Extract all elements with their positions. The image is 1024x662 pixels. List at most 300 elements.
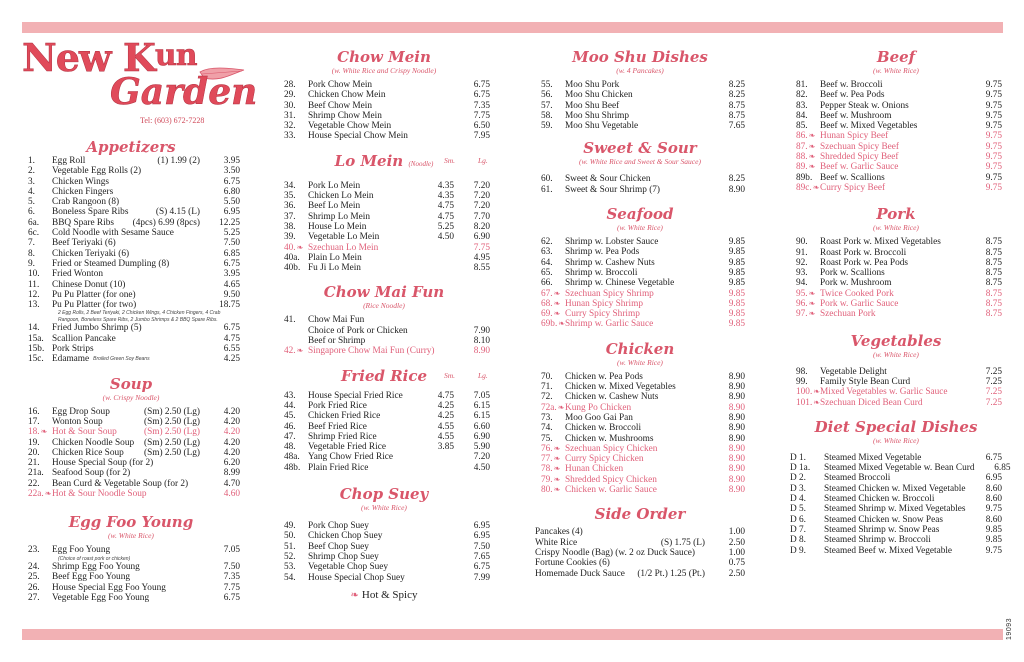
item-name: Egg Roll — [52, 156, 86, 166]
item-price: 7.35 — [223, 572, 240, 583]
item-name: Pancakes (4) — [535, 527, 583, 538]
item-name: Shrimp w. Lobster Sauce — [565, 237, 659, 248]
item-name: Seafood Soup (for 2) — [52, 468, 131, 479]
menu-item — [535, 423, 745, 433]
item-price: 4.25 — [223, 354, 240, 365]
section-title: Vegetables — [850, 331, 942, 350]
section-seafood — [535, 205, 745, 330]
item-number: 30. — [284, 100, 296, 111]
item-name: Pork Lo Mein — [308, 180, 361, 191]
menu-item — [22, 207, 240, 217]
section-title: Seafood — [606, 205, 674, 224]
item-number: 35. — [284, 191, 296, 202]
item-price: 8.90 — [728, 412, 745, 423]
item-small-price: 4.35 — [437, 180, 454, 191]
item-price: 8.99 — [223, 468, 240, 479]
item-name: Chicken w. Mixed Vegetables — [565, 382, 676, 393]
item-size-options: (Sm) 2.50 (Lg) — [143, 447, 200, 458]
item-number: 90. — [796, 237, 808, 248]
item-number: 48. — [284, 442, 296, 453]
item-name: Kung Po Chicken — [565, 402, 632, 413]
item-name: Steamed Shrimp w. Broccoli — [824, 535, 931, 546]
menu-item — [278, 111, 490, 121]
item-price: 4.60 — [223, 489, 240, 500]
item-size-options: (1) 1.99 (2) — [157, 156, 200, 166]
item-number: 51. — [284, 541, 296, 552]
item-price: 7.35 — [473, 100, 490, 111]
item-name: Plain Lo Mein — [308, 252, 362, 263]
menu-item — [22, 417, 240, 427]
item-size-options: (S) 4.15 (L) — [155, 207, 200, 218]
item-name: Sweet & Sour Shrimp (7) — [565, 184, 661, 195]
menu-item — [278, 552, 490, 562]
menu-item — [790, 309, 1002, 319]
menu-item — [22, 166, 240, 176]
section-title: Egg Foo Young — [68, 513, 194, 532]
hot-spicy-legend — [278, 589, 490, 601]
menu-item — [22, 300, 240, 310]
menu-item — [278, 181, 490, 191]
item-number: 36. — [284, 201, 296, 212]
item-number: 57. — [541, 100, 553, 111]
menu-item — [790, 162, 1002, 172]
menu-item — [790, 80, 1002, 90]
item-name: Steamed Shrimp w. Snow Peas — [824, 524, 940, 535]
menu-item — [22, 228, 240, 238]
menu-item — [278, 80, 490, 90]
item-small-price — [424, 452, 454, 462]
legend-label: Hot & Spicy — [361, 588, 418, 601]
item-number: 78. ❧ — [535, 464, 565, 474]
item-number: 50. — [284, 531, 296, 542]
item-price: 8.90 — [728, 402, 745, 413]
item-number: 29. — [284, 90, 296, 101]
section-moo-shu — [535, 48, 745, 131]
menu-item — [22, 334, 240, 344]
item-number: 21. — [28, 458, 40, 469]
menu-item — [790, 515, 1002, 525]
item-price: 9.75 — [985, 182, 1002, 193]
item-price: 9.85 — [728, 247, 745, 258]
item-small-price: 4.55 — [437, 431, 454, 442]
menu-item — [790, 278, 1002, 288]
item-price: 9.85 — [728, 257, 745, 268]
item-name: Crispy Noodle (Bag) (w. 2 oz Duck Sauce) — [535, 547, 695, 558]
menu-item — [535, 101, 745, 111]
menu-item — [22, 238, 240, 248]
item-price: 9.75 — [985, 545, 1002, 556]
item-number: 37. — [284, 211, 296, 222]
item-number: 100. ❧ — [790, 387, 820, 397]
section-diet-special — [790, 417, 1011, 556]
section-subtitle: (w. White Rice) — [873, 349, 919, 359]
item-number: 33. — [284, 131, 296, 142]
item-name: Singapore Chow Mai Fun (Curry) — [308, 346, 435, 357]
item-number: 75. — [541, 433, 553, 444]
item-number: 39. — [284, 232, 296, 243]
menu-item — [535, 237, 745, 247]
item-small-price: 4.75 — [437, 390, 454, 401]
item-price — [454, 315, 490, 325]
item-name: Beef w. Scallions — [820, 172, 885, 183]
item-price: 7.05 — [473, 390, 490, 401]
item-name: Family Style Bean Curd — [820, 376, 911, 387]
item-price: 7.50 — [223, 562, 240, 573]
item-name: Shrimp Chop Suey — [308, 551, 379, 562]
item-number: 85. — [796, 121, 808, 132]
item-name: Chicken w. Broccoli — [565, 423, 642, 434]
section-title: Chow Mein — [337, 48, 431, 66]
menu-item — [535, 382, 745, 392]
menu-item — [790, 377, 1002, 387]
item-number: 70. — [541, 371, 553, 382]
item-price: 9.75 — [985, 121, 1002, 132]
item-price: 3.95 — [223, 156, 240, 166]
item-name: Egg Foo Young — [52, 545, 111, 556]
menu-item — [790, 494, 1002, 504]
menu-item — [535, 558, 745, 568]
item-name: House Special Chop Suey — [308, 572, 405, 583]
item-name: Scallion Pancake — [52, 333, 116, 344]
item-price: 3.50 — [223, 166, 240, 177]
item-small-price — [424, 243, 454, 253]
item-name: Beef w. Garlic Sauce — [820, 162, 899, 173]
item-price: 9.75 — [985, 100, 1002, 111]
item-price: 9.50 — [223, 289, 240, 300]
item-number: 62. — [541, 237, 553, 248]
item-name: Shrimp w. Chinese Vegetable — [565, 278, 675, 289]
item-price: 6.90 — [473, 431, 490, 442]
item-number: 76. ❧ — [535, 444, 565, 454]
item-price: 4.20 — [223, 447, 240, 458]
item-price: 8.90 — [728, 392, 745, 403]
item-number: 91. — [796, 247, 808, 258]
item-name: Beef Chow Mein — [308, 100, 373, 111]
item-number: 21a. — [28, 468, 44, 479]
menu-item — [535, 174, 745, 184]
menu-item — [535, 309, 745, 319]
item-number: 46. — [284, 421, 296, 432]
item-name: Szechuan Lo Mein — [308, 242, 379, 253]
item-name: Mixed Vegetables w. Garlic Sauce — [820, 387, 948, 398]
item-name: Fried Wonton — [52, 269, 103, 280]
item-price: 8.90 — [728, 382, 745, 393]
item-price: 4.70 — [223, 478, 240, 489]
item-price: 12.25 — [219, 217, 240, 228]
item-number: 86. ❧ — [790, 131, 820, 141]
item-price: 6.50 — [473, 121, 490, 132]
item-name: White Rice — [535, 537, 578, 548]
menu-item — [535, 289, 745, 299]
item-name: Vegetable Chow Mein — [308, 121, 392, 132]
menu-item — [790, 504, 1002, 514]
item-price: 7.20 — [473, 201, 490, 212]
item-name: Shrimp w. Pea Pods — [565, 247, 640, 258]
item-number: D 9. — [790, 545, 807, 556]
item-name: Boneless Spare Ribs — [52, 207, 129, 218]
item-name: Steamed Beef w. Mixed Vegetable — [824, 545, 953, 556]
egg-foo-young-description: (Choice of roast pork or chicken) — [58, 555, 131, 562]
item-name: Szechuan Spicy Shrimp — [565, 288, 654, 299]
item-price: 6.75 — [223, 323, 240, 334]
section-sweet-sour — [535, 139, 745, 195]
item-name: Roast Pork w. Mixed Vegetables — [820, 237, 941, 248]
item-price: 6.95 — [985, 473, 1002, 484]
item-price: 6.75 — [223, 593, 240, 603]
item-number: 64. — [541, 257, 553, 268]
item-number: 93. — [796, 268, 808, 279]
item-name: Pork w. Garlic Sauce — [820, 299, 899, 310]
item-number: 27. — [28, 593, 40, 603]
menu-item — [278, 542, 490, 552]
menu-item — [535, 434, 745, 444]
item-number: 87. ❧ — [790, 142, 820, 152]
section-chow-mai-fun — [278, 283, 490, 356]
item-price: 7.20 — [473, 180, 490, 191]
logo-name-line1-small: un — [154, 38, 197, 73]
item-price: 8.90 — [728, 423, 745, 434]
menu-item — [790, 453, 1002, 463]
menu-item — [790, 173, 1002, 183]
menu-item — [535, 185, 745, 195]
item-name: Shrimp Chow Mein — [308, 110, 382, 121]
menu-item — [278, 101, 490, 111]
item-price: 6.85 — [994, 463, 1011, 474]
menu-item — [535, 90, 745, 100]
section-title: Chicken — [605, 339, 675, 358]
item-name: Fu Ji Lo Mein — [308, 263, 361, 274]
item-name: Chicken Noodle Soup — [52, 437, 135, 448]
menu-item — [790, 183, 1002, 193]
section-subtitle: (w. 4 Pancakes) — [616, 66, 664, 75]
item-number: 32. — [284, 121, 296, 132]
item-price: 9.85 — [728, 298, 745, 309]
item-small-price — [424, 253, 454, 263]
item-number: 13. — [28, 300, 40, 311]
item-price: 9.85 — [728, 278, 745, 289]
item-price: 8.25 — [728, 80, 745, 90]
item-number: 25. — [28, 572, 40, 583]
item-name: Chicken w. Mushrooms — [565, 433, 654, 444]
item-number: 4. — [28, 186, 35, 197]
item-number: 56. — [541, 90, 553, 101]
item-price: 7.05 — [223, 545, 240, 556]
item-size-options: (1/2 Pt.) 1.25 (Pt.) — [637, 568, 705, 579]
menu-item — [22, 427, 240, 437]
menu-item — [535, 121, 745, 131]
section-subtitle: (w. White Rice and Crispy Noodle) — [331, 66, 437, 75]
item-number: 94. — [796, 278, 808, 289]
section-title: Sweet & Sour — [583, 139, 697, 158]
item-name: Chicken Chow Mein — [308, 90, 386, 101]
item-name: Pork w. Mushroom — [820, 278, 892, 289]
item-price: 8.25 — [728, 174, 745, 185]
item-name: BBQ Spare Ribs — [52, 217, 114, 228]
menu-item — [278, 263, 490, 273]
menu-item — [535, 247, 745, 257]
item-name: Moo Shu Chicken — [565, 90, 633, 101]
menu-item — [790, 463, 1011, 474]
item-price: 7.75 — [473, 110, 490, 121]
item-name: Pork Fried Rice — [308, 400, 367, 411]
item-number: 73. — [541, 412, 553, 423]
item-price: 2.50 — [728, 568, 745, 579]
menu-item — [22, 458, 240, 468]
item-number: D 7. — [790, 524, 807, 535]
item-name: Beef w. Broccoli — [820, 80, 883, 90]
menu-item — [22, 545, 240, 555]
item-size-options: (Sm) 2.50 (Lg) — [143, 416, 200, 427]
item-name: Steamed Mixed Vegetable w. Bean Curd — [824, 463, 975, 474]
item-number: 79. ❧ — [535, 475, 565, 485]
item-name: Chicken Rice Soup — [52, 447, 124, 458]
item-number: 101. ❧ — [790, 398, 820, 408]
section-title: Side Order — [594, 505, 686, 524]
item-price: 4.20 — [223, 427, 240, 438]
item-price: 8.25 — [728, 90, 745, 101]
menu-item — [790, 289, 1002, 299]
section-subtitle: (Rice Noodle) — [363, 301, 405, 311]
item-size-options: (Sm) 2.50 (Lg) — [143, 437, 200, 448]
item-price: 7.65 — [728, 121, 745, 132]
item-price: 7.50 — [473, 541, 490, 552]
item-name: Fried or Steamed Dumpling (8) — [52, 258, 170, 269]
item-number: 83. — [796, 100, 808, 111]
section-title: Lo Mein (Noodle) — [334, 151, 434, 170]
menu-item — [22, 354, 240, 364]
item-small-price: 4.75 — [437, 211, 454, 222]
item-price: 8.90 — [728, 371, 745, 382]
menu-item — [790, 367, 1002, 377]
item-price: 8.75 — [728, 110, 745, 121]
item-price: 6.75 — [223, 176, 240, 187]
item-number: 40b. — [284, 263, 301, 274]
menu-item — [535, 454, 745, 464]
item-price: 9.75 — [985, 172, 1002, 183]
item-number: 66. — [541, 278, 553, 289]
menu-item — [278, 243, 490, 253]
item-name: Pepper Steak w. Onions — [820, 100, 909, 111]
column-3 — [535, 36, 745, 579]
menu-item — [278, 191, 490, 201]
item-name: Crab Rangoon (8) — [52, 197, 120, 208]
item-small-price — [424, 263, 454, 273]
item-price: 4.65 — [223, 279, 240, 290]
menu-item — [535, 372, 745, 382]
item-price: 18.75 — [219, 300, 240, 311]
menu-item — [790, 111, 1002, 121]
menu-item — [278, 432, 490, 442]
item-name: Chinese Donut (10) — [52, 279, 126, 290]
logo-name-line2: Garden — [110, 71, 258, 113]
item-number: 11. — [28, 279, 40, 290]
item-name: Shrimp Lo Mein — [308, 211, 370, 222]
item-number: 17. — [28, 416, 40, 427]
item-name: Vegetable Chop Suey — [308, 562, 389, 573]
menu-item — [278, 573, 490, 583]
item-name: Chicken w. Garlic Sauce — [565, 485, 657, 496]
menu-item — [22, 468, 240, 478]
section-egg-foo-young — [22, 513, 240, 603]
item-small-price: 4.50 — [437, 232, 454, 243]
item-name: Steamed Chicken w. Snow Peas — [824, 514, 943, 525]
item-price: 8.75 — [985, 237, 1002, 248]
item-name: Bean Curd & Vegetable Soup (for 2) — [52, 478, 189, 489]
item-number: 63. — [541, 247, 553, 258]
menu-item — [22, 593, 240, 603]
menu-item — [278, 346, 490, 356]
item-name: Beef w. Pea Pods — [820, 90, 885, 101]
menu-item — [278, 222, 490, 232]
item-name: Chicken Wings — [52, 176, 110, 187]
item-name: Chicken Chop Suey — [308, 531, 383, 542]
item-price: 6.75 — [985, 452, 1002, 463]
item-price: 5.50 — [223, 197, 240, 208]
menu-item — [22, 562, 240, 572]
menu-item — [22, 218, 240, 228]
menu-item — [278, 411, 490, 421]
section-chicken — [535, 340, 745, 496]
item-name: Pork w. Scallions — [820, 268, 885, 279]
menu-item — [278, 253, 490, 263]
menu-item — [535, 299, 745, 309]
item-price: 8.75 — [985, 268, 1002, 279]
item-name: Hunan Spicy Shrimp — [565, 298, 643, 309]
item-number: D 8. — [790, 535, 807, 546]
menu-item — [790, 299, 1002, 309]
item-price: 8.60 — [985, 494, 1002, 505]
item-price: 9.75 — [985, 131, 1002, 142]
item-name: Chicken w. Pea Pods — [565, 371, 643, 382]
section-chop-suey — [278, 485, 490, 583]
item-number: 43. — [284, 390, 296, 401]
section-subtitle: (w. White Rice) — [873, 435, 919, 445]
item-name: House Special Egg Foo Young — [52, 582, 166, 593]
item-price: 6.20 — [223, 458, 240, 469]
item-name: Moo Shu Pork — [565, 80, 620, 90]
menu-item — [535, 444, 745, 454]
item-name: Moo Shu Vegetable — [565, 121, 639, 132]
item-number: 40a. — [284, 252, 300, 263]
item-number: 67. ❧ — [535, 289, 565, 299]
item-price: 9.85 — [728, 267, 745, 278]
item-number: 24. — [28, 562, 40, 573]
item-number: 8. — [28, 248, 35, 259]
item-number: 38. — [284, 221, 296, 232]
section-subtitle: (w. White Rice) — [108, 531, 154, 541]
item-number: 31. — [284, 110, 296, 121]
menu-item — [790, 90, 1002, 100]
item-number: 42. ❧ — [278, 346, 308, 356]
menu-item — [278, 232, 490, 242]
item-price: 6.55 — [223, 344, 240, 355]
item-price: 8.60 — [985, 514, 1002, 525]
section-title: Chop Suey — [339, 485, 429, 504]
item-price: 8.75 — [985, 299, 1002, 310]
item-name: Steamed Shrimp w. Mixed Vegetables — [824, 504, 966, 515]
menu-item — [790, 473, 1002, 483]
item-price: 8.90 — [728, 184, 745, 195]
item-price: 7.70 — [473, 211, 490, 222]
item-name: Hunan Chicken — [565, 464, 624, 475]
item-price: 6.75 — [473, 562, 490, 573]
item-size-options: (4pcs) 6.99 (8pcs) — [132, 217, 200, 228]
item-number: 26. — [28, 582, 40, 593]
item-number: 45. — [284, 411, 296, 422]
item-number: 15c. — [28, 354, 44, 365]
menu-item — [535, 527, 745, 537]
item-name: Beef w. Mixed Vegetables — [820, 121, 918, 132]
